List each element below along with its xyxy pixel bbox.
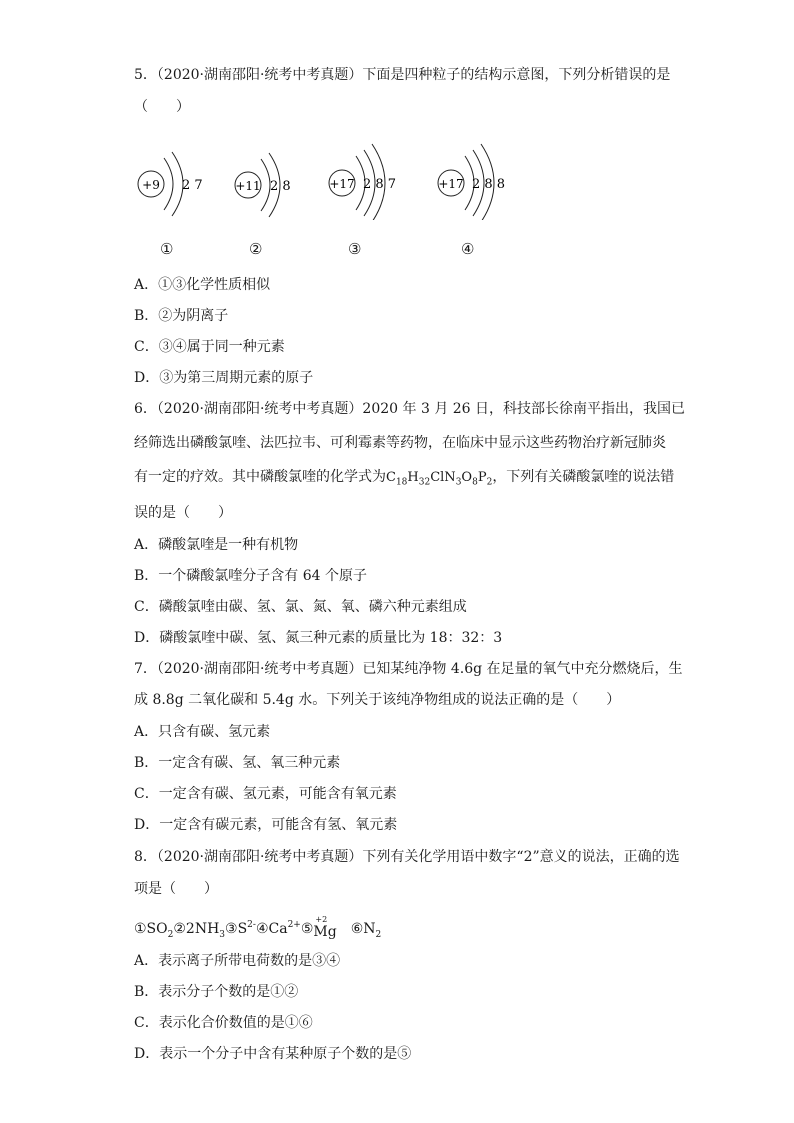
q7-stem-line-1: 7．（2020·湖南邵阳·统考中考真题）已知某纯净物 4.6g 在足量的氧气中充分燃烧后，生 (134, 661, 683, 677)
chloroquine-phosphate-formula: $C_{18}H_{32}ClN_3O_8P_2$ (386, 470, 493, 488)
q5-option-d: D．③为第三周期元素的原子 (134, 370, 314, 386)
q8-option-a: A．表示离子所带电荷数的是③④ (134, 953, 341, 969)
q8-option-c: C．表示化合价数值的是①⑥ (134, 1015, 313, 1031)
q7-option-b: B．一定含有碳、氢、氧三种元素 (134, 755, 341, 771)
q6-stem-line-2: 经筛选出磷酸氯喹、法匹拉韦、可利霉素等药物，在临床中显示这些药物治疗新冠肺炎 (134, 435, 666, 451)
particle-1-diagram (138, 152, 203, 216)
q6-stem-line-3-part-a: 有一定的疗效。其中磷酸氯喹的化学式为 (134, 469, 386, 485)
particle-4-shells: 2 8 8 (472, 177, 506, 192)
q6-stem-line-1: 6．（2020·湖南邵阳·统考中考真题）2020 年 3 月 26 日，科技部长徐南平指出，我国已 (134, 401, 686, 417)
particle-3-shells: 2 8 7 (363, 177, 397, 192)
particle-1-nucleus: +9 (142, 178, 160, 192)
atomic-structure-diagrams (130, 140, 530, 220)
q6-option-b: B．一个磷酸氯喹分子含有 64 个原子 (134, 568, 368, 584)
particle-2-nucleus: +11 (235, 179, 261, 193)
q6-stem-line-3 (134, 467, 674, 493)
particle-3-label: ③ (348, 240, 362, 258)
symbol-ca2-plus: $④Ca^{2+}$ (255, 920, 301, 937)
q6-option-d: D．磷酸氯喹中碳、氢、氮三种元素的质量比为 18：32：3 (134, 630, 503, 646)
q5-option-b: B．②为阴离子 (134, 308, 229, 324)
q5-stem-line-1: 5．（2020·湖南邵阳·统考中考真题）下面是四种粒子的结构示意图，下列分析错误的是 (134, 67, 671, 83)
particle-4-label: ④ (461, 240, 475, 258)
symbol-so2: $①SO_2$ (134, 920, 174, 940)
q6-option-c: C．磷酸氯喹由碳、氢、氯、氮、氧、磷六种元素组成 (134, 599, 467, 615)
particle-2-diagram (235, 153, 291, 217)
q6-option-a: A．磷酸氯喹是一种有机物 (134, 537, 299, 553)
q8-stem-line-1: 8．（2020·湖南邵阳·统考中考真题）下列有关化学用语中数字“2”意义的说法，正确的选 (134, 849, 680, 865)
q6-stem-line-3-part-b: ，下列有关磷酸氯喹的说法错 (492, 469, 675, 485)
q5-stem-line-2: （ ） (134, 99, 190, 115)
q8-option-b: B．表示分子个数的是①② (134, 984, 299, 1000)
particle-2-label: ② (249, 240, 263, 258)
q8-chemical-symbols (134, 915, 381, 944)
q7-stem-line-2: 成 8.8g 二氧化碳和 5.4g 水。下列关于该纯净物组成的说法正确的是（ ） (134, 692, 621, 708)
q5-option-c: C．③④属于同一种元素 (134, 339, 285, 355)
particle-2-shells: 2 8 (270, 179, 291, 194)
particle-1-label: ① (160, 240, 174, 258)
q8-stem-line-2: 项是（ ） (134, 881, 218, 897)
q6-stem-line-4: 误的是（ ） (134, 505, 232, 521)
q8-option-d: D．表示一个分子中含有某种原子个数的是⑤ (134, 1046, 412, 1062)
symbol-2nh3: $②2NH_3$ (173, 920, 226, 940)
symbol-n2: $⑥N_2$ (350, 920, 382, 940)
particle-3-diagram (329, 144, 396, 220)
q7-option-a: A．只含有碳、氢元素 (134, 724, 271, 740)
q7-option-d: D．一定含有碳元素，可能含有氢、氧元素 (134, 817, 398, 833)
q5-option-a: A．①③化学性质相似 (134, 277, 271, 293)
symbol-mg-valence: ⑤ +2 Mg (300, 914, 337, 940)
particle-4-diagram (438, 144, 505, 220)
symbol-s2-minus: $③S^{2-}$ (225, 920, 256, 937)
particle-4-nucleus: +17 (438, 177, 464, 191)
particle-1-shells: 2 7 (182, 178, 203, 193)
particle-3-nucleus: +17 (329, 177, 355, 191)
q7-option-c: C．一定含有碳、氢元素，可能含有氧元素 (134, 786, 397, 802)
